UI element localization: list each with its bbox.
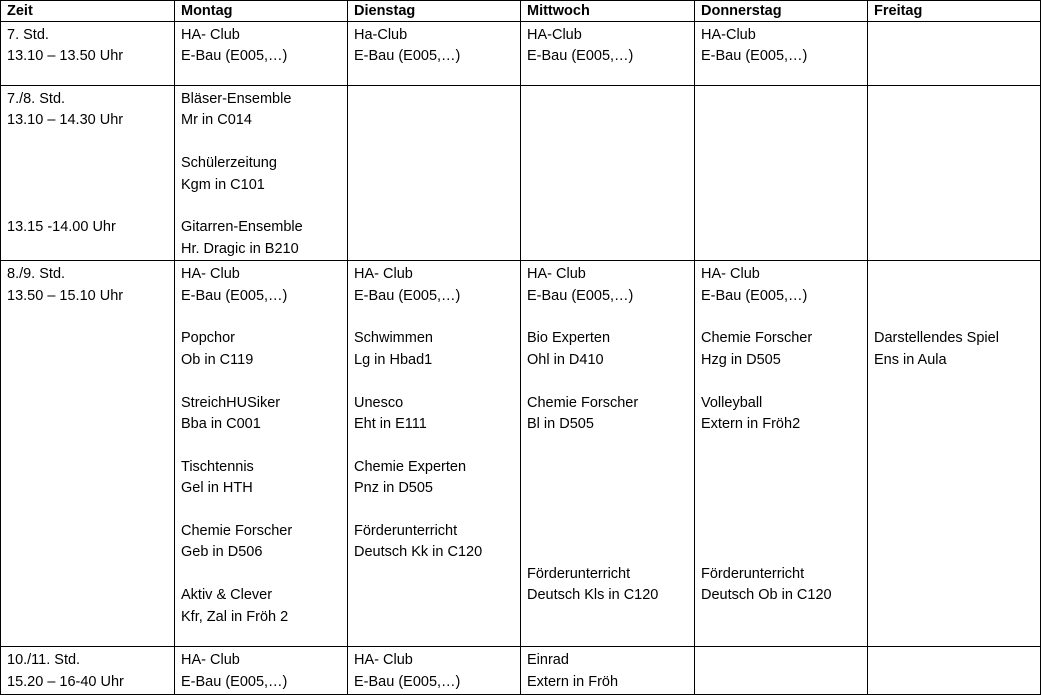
activity-entry xyxy=(354,25,514,68)
activity-name: HA- Club xyxy=(354,266,413,283)
activity-entry xyxy=(527,264,688,307)
time-range: 13.15 -14.00 Uhr xyxy=(7,219,116,236)
header-row xyxy=(1,1,1041,22)
activity-entry xyxy=(527,25,688,68)
activity-name: HA-Club xyxy=(527,27,582,43)
activity-name: Förderunterricht xyxy=(354,523,458,540)
activity-location: E-Bau (E005,…) xyxy=(354,673,461,690)
activity-name: Volleyball xyxy=(701,394,763,411)
activity-name: Popchor xyxy=(181,330,236,347)
activity-name: Förderunterricht xyxy=(527,565,631,582)
cell-dienstag xyxy=(348,261,521,647)
activity-entry xyxy=(181,89,341,132)
activity-name: Tischtennis xyxy=(181,458,254,475)
activity-location: E-Bau (E005,…) xyxy=(354,287,461,304)
header-dienstag: Dienstag xyxy=(348,1,521,22)
activity-entry xyxy=(354,393,514,436)
activity-name: Gitarren-Ensemble xyxy=(181,219,303,236)
activity-name: HA- Club xyxy=(527,266,586,283)
activity-location: Ens in Aula xyxy=(874,351,947,368)
activity-name: StreichHUSiker xyxy=(181,394,281,411)
activity-entry xyxy=(181,521,341,564)
cell-freitag xyxy=(868,261,1041,647)
activity-entry xyxy=(181,217,341,260)
activity-location: E-Bau (E005,…) xyxy=(354,48,461,65)
activity-location: Gel in HTH xyxy=(181,480,253,497)
activity-location: Deutsch Kk in C120 xyxy=(354,544,483,561)
activity-entry xyxy=(527,328,688,371)
table-row xyxy=(1,22,1041,86)
activity-name: Chemie Forscher xyxy=(527,394,639,411)
activity-entry xyxy=(701,564,861,607)
activity-name: Bläser-Ensemble xyxy=(181,91,292,107)
activity-entry xyxy=(181,585,341,628)
activity-name: Ha-Club xyxy=(354,27,408,43)
time-range: 13.10 – 13.50 Uhr xyxy=(7,48,124,65)
activity-location: E-Bau (E005,…) xyxy=(527,287,634,304)
activity-entry xyxy=(701,328,861,371)
activity-entry xyxy=(354,457,514,500)
activity-location: Ohl in D410 xyxy=(527,351,604,368)
period-label: 10./11. Std. xyxy=(7,652,81,669)
period-label: 7./8. Std. xyxy=(7,91,66,107)
activity-location: Bl in D505 xyxy=(527,416,594,433)
activity-name: HA- Club xyxy=(181,27,240,43)
activity-location: Extern in Fröh xyxy=(527,673,619,690)
cell-montag xyxy=(175,261,348,647)
cell-mittwoch xyxy=(521,22,695,86)
table-row xyxy=(1,261,1041,647)
activity-name: Förderunterricht xyxy=(701,565,805,582)
activity-location: Kfr, Zal in Fröh 2 xyxy=(181,608,289,625)
time-range: 13.50 – 15.10 Uhr xyxy=(7,287,124,304)
activity-location: Geb in D506 xyxy=(181,544,263,561)
activity-location: E-Bau (E005,…) xyxy=(701,48,808,65)
activity-location: E-Bau (E005,…) xyxy=(527,48,634,65)
cell-donnerstag xyxy=(695,261,868,647)
activity-entry xyxy=(181,457,341,500)
activity-name: HA-Club xyxy=(701,27,756,43)
cell-montag xyxy=(175,22,348,86)
activity-location: E-Bau (E005,…) xyxy=(181,673,288,690)
cell-montag xyxy=(175,86,348,261)
activity-entry xyxy=(701,25,861,68)
activity-entry xyxy=(701,264,861,307)
activity-entry xyxy=(354,650,514,693)
activity-location: Hr. Dragic in B210 xyxy=(181,240,299,257)
activity-location: Deutsch Ob in C120 xyxy=(701,587,832,604)
time-range: 13.10 – 14.30 Uhr xyxy=(7,112,124,129)
activity-location: E-Bau (E005,…) xyxy=(181,287,288,304)
cell-dienstag xyxy=(348,22,521,86)
activity-location: E-Bau (E005,…) xyxy=(701,287,808,304)
activity-name: Bio Experten xyxy=(527,330,611,347)
period-label: 8./9. Std. xyxy=(7,266,66,283)
cell-mittwoch xyxy=(521,261,695,647)
activity-location: Mr in C014 xyxy=(181,112,252,129)
activity-name: Schülerzeitung xyxy=(181,155,277,172)
activity-location: Hzg in D505 xyxy=(701,351,781,368)
activity-name: Chemie Experten xyxy=(354,458,467,475)
activity-name: Darstellendes Spiel xyxy=(874,330,999,347)
time-range: 15.20 – 16-40 Uhr xyxy=(7,673,124,690)
time-cell xyxy=(1,86,175,261)
activity-location: Ob in C119 xyxy=(181,351,254,368)
header-montag: Montag xyxy=(175,1,348,22)
activity-name: Unesco xyxy=(354,394,404,411)
header-freitag: Freitag xyxy=(868,1,1041,22)
table-row xyxy=(1,86,1041,261)
activity-name: Schwimmen xyxy=(354,330,433,347)
activity-entry xyxy=(527,393,688,436)
activity-entry xyxy=(701,393,861,436)
activity-entry xyxy=(181,264,341,307)
activity-location: Bba in C001 xyxy=(181,416,261,433)
activity-entry xyxy=(354,328,514,371)
activity-entry xyxy=(181,328,341,371)
cell-donnerstag xyxy=(695,22,868,86)
period-label: 7. Std. xyxy=(7,27,49,43)
header-mittwoch: Mittwoch xyxy=(521,1,695,22)
activity-name: HA- Club xyxy=(701,266,760,283)
activity-location: Pnz in D505 xyxy=(354,480,433,497)
activity-entry xyxy=(527,564,688,607)
activity-location: E-Bau (E005,…) xyxy=(181,48,288,65)
activity-entry xyxy=(181,25,341,68)
activity-entry xyxy=(181,650,341,693)
activity-location: Deutsch Kls in C120 xyxy=(527,587,659,604)
activity-name: HA- Club xyxy=(354,652,413,669)
activity-entry xyxy=(527,650,688,693)
time-cell xyxy=(1,22,175,86)
activity-name: HA- Club xyxy=(181,652,240,669)
activity-name: Einrad xyxy=(527,652,569,669)
activity-location: Eht in E111 xyxy=(354,416,427,433)
cell-dienstag xyxy=(348,86,521,261)
cell-mittwoch xyxy=(521,86,695,261)
header-zeit: Zeit xyxy=(1,1,175,22)
activity-location: Extern in Fröh2 xyxy=(701,416,801,433)
activity-name: HA- Club xyxy=(181,266,240,283)
time-cell xyxy=(1,261,175,647)
activity-name: Aktiv & Clever xyxy=(181,587,273,604)
activity-location: Lg in Hbad1 xyxy=(354,351,433,368)
activity-name: Chemie Forscher xyxy=(181,523,293,540)
activity-entry xyxy=(354,521,514,564)
cell-freitag xyxy=(868,22,1041,86)
activity-location: Kgm in C101 xyxy=(181,176,265,193)
activity-entry xyxy=(354,264,514,307)
activity-entry xyxy=(181,153,341,196)
activity-entry xyxy=(181,393,341,436)
cell-freitag xyxy=(868,86,1041,261)
cell-donnerstag xyxy=(695,86,868,261)
activity-name: Chemie Forscher xyxy=(701,330,813,347)
header-donnerstag: Donnerstag xyxy=(695,1,868,22)
activity-entry xyxy=(874,328,1034,371)
